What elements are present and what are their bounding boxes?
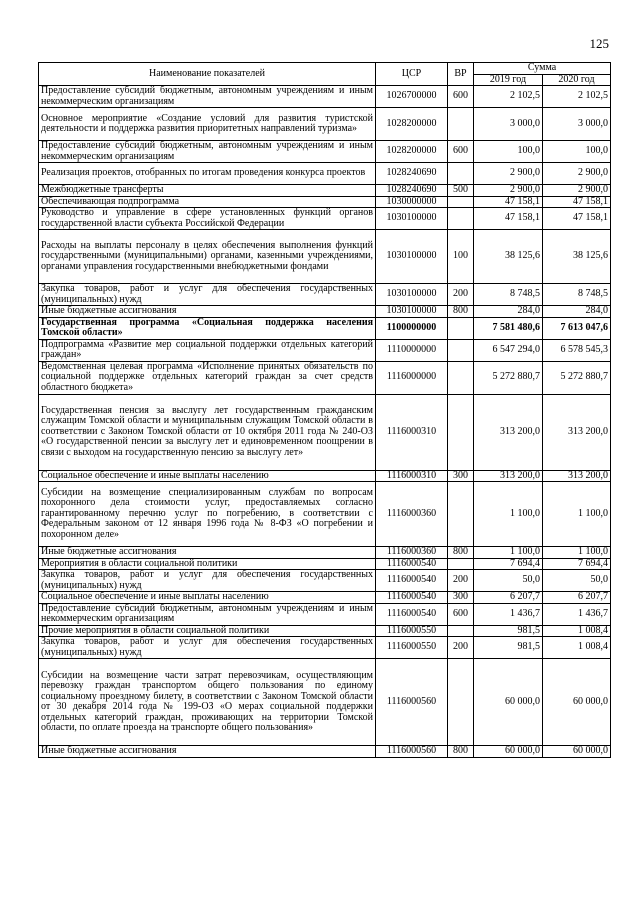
row-csr: 1116000560 — [376, 659, 448, 746]
row-sum-2019: 2 102,5 — [474, 86, 543, 108]
row-sum-2019: 2 900,0 — [474, 163, 543, 185]
row-name: Подпрограмма «Развитие мер социальной поддержки отдельных категорий граждан» — [39, 339, 376, 361]
row-vr: 300 — [448, 592, 474, 604]
row-csr: 1116000540 — [376, 592, 448, 604]
row-sum-2020: 2 102,5 — [543, 86, 611, 108]
row-sum-2020: 60 000,0 — [543, 746, 611, 758]
row-sum-2019: 60 000,0 — [474, 659, 543, 746]
row-vr: 600 — [448, 603, 474, 625]
row-vr: 200 — [448, 570, 474, 592]
row-vr — [448, 659, 474, 746]
row-sum-2019: 100,0 — [474, 141, 543, 163]
row-name: Государственная программа «Социальная поддержка населения Томской области» — [39, 317, 376, 339]
row-sum-2020: 1 008,4 — [543, 625, 611, 637]
row-sum-2019: 1 100,0 — [474, 482, 543, 547]
table-row — [39, 659, 611, 746]
row-vr — [448, 108, 474, 141]
table-row — [39, 558, 611, 570]
row-csr: 1030100000 — [376, 284, 448, 306]
row-csr: 1110000000 — [376, 339, 448, 361]
row-name: Предоставление субсидий бюджетным, автономным учреждениям и иным некоммерческим организациям — [39, 141, 376, 163]
row-sum-2019: 47 158,1 — [474, 196, 543, 208]
row-name: Прочие мероприятия в области социальной политики — [39, 625, 376, 637]
row-sum-2019: 5 272 880,7 — [474, 361, 543, 394]
table-row — [39, 547, 611, 559]
row-name: Руководство и управление в сфере установленных функций органов государственной власти субъекта Российской Федерации — [39, 208, 376, 230]
row-name: Государственная пенсия за выслугу лет государственным гражданским служащим Томской области и муниципальным служащим Томской области в соответствии с Законом Томской области от 10 октября 2011 года № 240-ОЗ «О государственной пенсии за выслугу лет и единовременном поощрении в связи с выходом на государственную пенсию за выслугу лет» — [39, 394, 376, 470]
row-sum-2019: 313 200,0 — [474, 394, 543, 470]
table-row — [39, 108, 611, 141]
header-vr: ВР — [448, 63, 474, 86]
table-row — [39, 141, 611, 163]
row-name: Основное мероприятие «Создание условий для развития туристской деятельности и поддержка развития приоритетных направлений туризма» — [39, 108, 376, 141]
row-name: Мероприятия в области социальной политики — [39, 558, 376, 570]
row-csr: 1026700000 — [376, 86, 448, 108]
row-vr — [448, 208, 474, 230]
header-sum: Сумма — [474, 63, 611, 75]
row-csr: 1116000360 — [376, 547, 448, 559]
table-row — [39, 317, 611, 339]
row-vr: 800 — [448, 547, 474, 559]
row-sum-2020: 1 436,7 — [543, 603, 611, 625]
row-sum-2019: 2 900,0 — [474, 185, 543, 197]
row-vr: 300 — [448, 470, 474, 482]
row-csr: 1116000540 — [376, 603, 448, 625]
row-sum-2019: 284,0 — [474, 306, 543, 318]
table-row — [39, 603, 611, 625]
row-sum-2020: 313 200,0 — [543, 470, 611, 482]
page-number: 125 — [589, 36, 609, 51]
row-sum-2019: 50,0 — [474, 570, 543, 592]
row-csr: 1030100000 — [376, 208, 448, 230]
table-row — [39, 208, 611, 230]
header-year-2020: 2020 год — [543, 74, 611, 86]
row-sum-2019: 1 436,7 — [474, 603, 543, 625]
row-sum-2019: 981,5 — [474, 625, 543, 637]
row-sum-2020: 47 158,1 — [543, 208, 611, 230]
row-sum-2020: 7 694,4 — [543, 558, 611, 570]
row-vr — [448, 625, 474, 637]
row-name: Социальное обеспечение и иные выплаты населению — [39, 592, 376, 604]
row-name: Ведомственная целевая программа «Исполнение принятых обязательств по социальной поддержке отдельных категорий граждан за счет средств областного бюджета» — [39, 361, 376, 394]
row-csr: 1116000310 — [376, 470, 448, 482]
table-row — [39, 746, 611, 758]
row-vr — [448, 163, 474, 185]
header-year-2019: 2019 год — [474, 74, 543, 86]
row-sum-2020: 100,0 — [543, 141, 611, 163]
row-name: Предоставление субсидий бюджетным, автономным учреждениям и иным некоммерческим организациям — [39, 603, 376, 625]
header-csr: ЦСР — [376, 63, 448, 86]
row-vr — [448, 196, 474, 208]
row-csr: 1116000550 — [376, 625, 448, 637]
row-name: Реализация проектов, отобранных по итогам проведения конкурса проектов — [39, 163, 376, 185]
row-csr: 1116000550 — [376, 637, 448, 659]
row-vr — [448, 394, 474, 470]
table-row — [39, 482, 611, 547]
row-sum-2020: 50,0 — [543, 570, 611, 592]
row-sum-2020: 38 125,6 — [543, 230, 611, 284]
table-row — [39, 637, 611, 659]
row-sum-2020: 47 158,1 — [543, 196, 611, 208]
table-row — [39, 86, 611, 108]
row-sum-2019: 60 000,0 — [474, 746, 543, 758]
row-vr — [448, 339, 474, 361]
table-row — [39, 394, 611, 470]
table-row — [39, 361, 611, 394]
table-row — [39, 196, 611, 208]
row-sum-2020: 313 200,0 — [543, 394, 611, 470]
row-vr — [448, 317, 474, 339]
row-name: Предоставление субсидий бюджетным, автономным учреждениям и иным некоммерческим организациям — [39, 86, 376, 108]
row-sum-2020: 284,0 — [543, 306, 611, 318]
row-csr: 1028200000 — [376, 141, 448, 163]
row-sum-2020: 1 100,0 — [543, 482, 611, 547]
row-sum-2019: 7 581 480,6 — [474, 317, 543, 339]
row-name: Иные бюджетные ассигнования — [39, 306, 376, 318]
row-sum-2020: 5 272 880,7 — [543, 361, 611, 394]
row-name: Социальное обеспечение и иные выплаты населению — [39, 470, 376, 482]
row-vr: 500 — [448, 185, 474, 197]
row-sum-2019: 3 000,0 — [474, 108, 543, 141]
row-sum-2019: 6 207,7 — [474, 592, 543, 604]
row-sum-2020: 8 748,5 — [543, 284, 611, 306]
row-sum-2019: 1 100,0 — [474, 547, 543, 559]
table-row — [39, 625, 611, 637]
row-sum-2019: 38 125,6 — [474, 230, 543, 284]
table-row — [39, 339, 611, 361]
row-sum-2020: 2 900,0 — [543, 185, 611, 197]
table-row — [39, 592, 611, 604]
table-row — [39, 306, 611, 318]
row-vr: 800 — [448, 306, 474, 318]
row-sum-2019: 981,5 — [474, 637, 543, 659]
row-name: Закупка товаров, работ и услуг для обеспечения государственных (муниципальных) нужд — [39, 637, 376, 659]
row-sum-2020: 3 000,0 — [543, 108, 611, 141]
header-name: Наименование показателей — [39, 63, 376, 86]
row-name: Закупка товаров, работ и услуг для обеспечения государственных (муниципальных) нужд — [39, 284, 376, 306]
row-vr: 800 — [448, 746, 474, 758]
row-csr: 1028240690 — [376, 163, 448, 185]
row-vr: 600 — [448, 141, 474, 163]
row-vr: 100 — [448, 230, 474, 284]
row-name: Закупка товаров, работ и услуг для обеспечения государственных (муниципальных) нужд — [39, 570, 376, 592]
row-csr: 1030100000 — [376, 230, 448, 284]
row-csr: 1030000000 — [376, 196, 448, 208]
row-sum-2019: 6 547 294,0 — [474, 339, 543, 361]
row-sum-2020: 60 000,0 — [543, 659, 611, 746]
row-csr: 1100000000 — [376, 317, 448, 339]
row-name: Субсидии на возмещение специализированным службам по вопросам похоронного дела стоимости услуг, предоставляемых согласно гарантированному перечню услуг по погребению, в соответствии с Федеральным законом от 12 января 1996 года № 8-ФЗ «О погребении и похоронном деле» — [39, 482, 376, 547]
row-sum-2020: 1 100,0 — [543, 547, 611, 559]
row-vr: 200 — [448, 637, 474, 659]
row-csr: 1028200000 — [376, 108, 448, 141]
row-sum-2020: 6 207,7 — [543, 592, 611, 604]
row-name: Межбюджетные трансферты — [39, 185, 376, 197]
row-sum-2019: 313 200,0 — [474, 470, 543, 482]
row-vr — [448, 361, 474, 394]
table-row — [39, 185, 611, 197]
row-sum-2020: 7 613 047,6 — [543, 317, 611, 339]
row-vr: 600 — [448, 86, 474, 108]
row-csr: 1030100000 — [376, 306, 448, 318]
row-sum-2019: 47 158,1 — [474, 208, 543, 230]
budget-table — [38, 62, 611, 758]
row-sum-2019: 8 748,5 — [474, 284, 543, 306]
row-csr: 1116000560 — [376, 746, 448, 758]
row-vr: 200 — [448, 284, 474, 306]
row-csr: 1116000310 — [376, 394, 448, 470]
row-name: Расходы на выплаты персоналу в целях обеспечения выполнения функций государственными (муниципальными) органами, казенными учреждениями, органами управления государственными внебюджетными фондами — [39, 230, 376, 284]
row-sum-2020: 6 578 545,3 — [543, 339, 611, 361]
table-row — [39, 230, 611, 284]
table-row — [39, 470, 611, 482]
table-row — [39, 570, 611, 592]
row-csr: 1116000000 — [376, 361, 448, 394]
row-name: Субсидии на возмещение части затрат перевозчикам, осуществляющим перевозку граждан транспортом общего пользования по единому социальному проездному билету, в соответствии с Законом Томской области от 30 декабря 2014 года № 199-ОЗ «О мерах социальной поддержки отдельных категорий граждан, проживающих на территории Томской области, по оплате проезда на транспорте общего пользования» — [39, 659, 376, 746]
row-name: Иные бюджетные ассигнования — [39, 746, 376, 758]
row-sum-2020: 2 900,0 — [543, 163, 611, 185]
row-vr — [448, 482, 474, 547]
row-sum-2019: 7 694,4 — [474, 558, 543, 570]
row-csr: 1116000360 — [376, 482, 448, 547]
row-csr: 1116000540 — [376, 558, 448, 570]
row-name: Обеспечивающая подпрограмма — [39, 196, 376, 208]
row-csr: 1116000540 — [376, 570, 448, 592]
row-sum-2020: 1 008,4 — [543, 637, 611, 659]
row-csr: 1028240690 — [376, 185, 448, 197]
table-row — [39, 284, 611, 306]
row-name: Иные бюджетные ассигнования — [39, 547, 376, 559]
row-vr — [448, 558, 474, 570]
table-row — [39, 163, 611, 185]
